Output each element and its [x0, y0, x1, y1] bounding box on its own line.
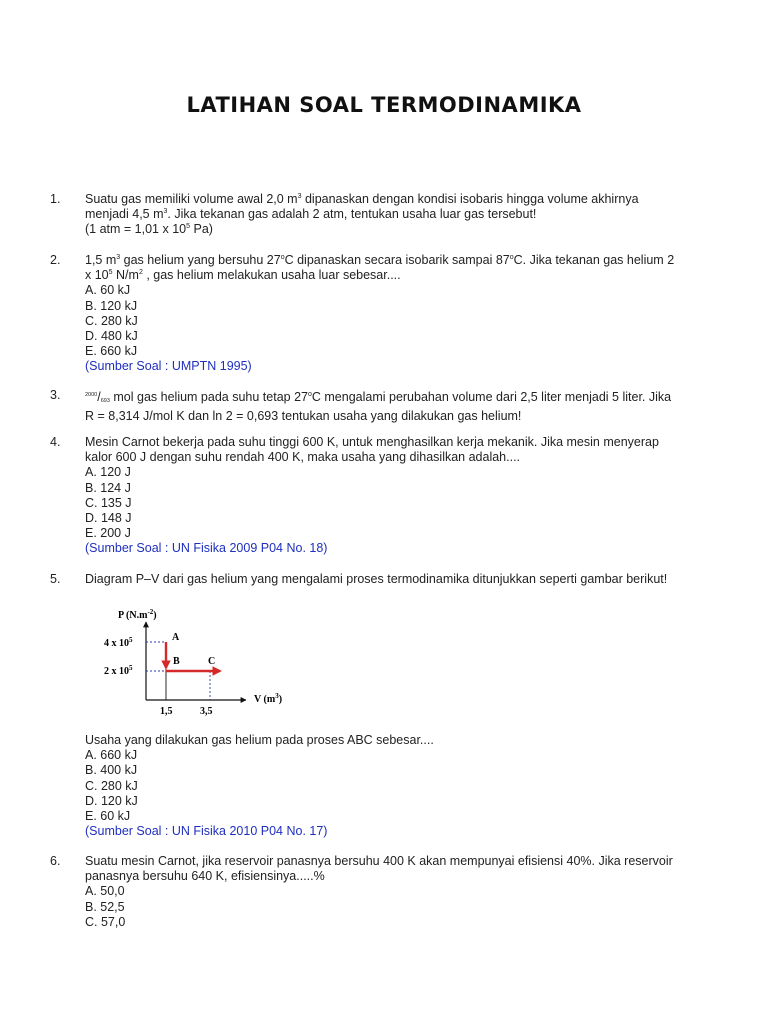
source-note: (Sumber Soal : UN Fisika 2010 P04 No. 17) — [85, 824, 328, 839]
question-6 — [50, 854, 690, 930]
question-line: Diagram P–V dari gas helium yang mengalami proses termodinamika ditunjukkan seperti gambar berikut! — [85, 572, 668, 586]
question-line: kalor 600 J dengan suhu rendah 400 K, maka usaha yang dihasilkan adalah.... — [85, 450, 521, 465]
point-label-a: A — [172, 632, 180, 643]
question-number: 6. — [50, 854, 61, 868]
answer-option: B. 52,5 — [85, 899, 125, 914]
question-text — [85, 388, 690, 424]
question-5-continued — [50, 733, 690, 839]
question-line: panasnya bersuhu 640 K, efisiensinya.....% — [85, 869, 325, 884]
answer-option: D. 148 J — [85, 511, 132, 526]
question-1 — [50, 192, 690, 238]
question-line: Mesin Carnot bekerja pada suhu tinggi 600 K, untuk menghasilkan kerja mekanik. Jika mesin menyerap — [85, 435, 659, 449]
answer-option: E. 200 J — [85, 526, 131, 541]
source-note: (Sumber Soal : UMPTN 1995) — [85, 359, 252, 374]
question-line: 1,5 $m^3$ gas helium yang bersuhu 27$^o$C dipanaskan secara isobarik sampai 87$^o$C. Jika tekanan gas helium 2 — [85, 253, 675, 267]
x-axis-label: V $(m^3)$ — [254, 692, 283, 705]
answer-option: A. 120 J — [85, 465, 131, 480]
question-text — [85, 733, 690, 839]
answer-option: C. 280 kJ — [85, 313, 138, 328]
question-line: menjadi 4,5 $m^3$. Jika tekanan gas adalah 2 atm, tentukan usaha luar gas tersebut! — [85, 207, 537, 222]
answer-option: D. 120 kJ — [85, 793, 138, 808]
question-text — [85, 435, 690, 557]
question-text — [85, 854, 690, 930]
question-3 — [50, 388, 690, 424]
answer-option: B. 124 J — [85, 480, 131, 495]
answer-option: C. 280 kJ — [85, 778, 138, 793]
question-number: 1. — [50, 192, 61, 206]
fraction-denominator: 693 — [100, 398, 110, 404]
question-line: $^{2000}$/693 mol gas helium pada suhu tetap 27$^o$C mengalami perubahan volume dari 2,5 liter menjadi 5 liter. Jika — [85, 390, 672, 404]
fraction-numerator: 2000 — [85, 392, 98, 398]
answer-option: A. 50,0 — [85, 884, 125, 899]
answer-option: D. 480 kJ — [85, 329, 138, 344]
answer-option: B. 400 kJ — [85, 763, 138, 778]
source-note: (Sumber Soal : UN Fisika 2009 P04 No. 18) — [85, 541, 328, 556]
question-line: Suatu mesin Carnot, jika reservoir panasnya bersuhu 400 K akan mempunyai efisiensi 40%. Jika reservoir — [85, 854, 673, 868]
question-number: 5. — [50, 572, 61, 586]
answer-option: A. 60 kJ — [85, 283, 131, 298]
question-number: 4. — [50, 435, 61, 449]
x-tick-label: 3,5 — [200, 706, 213, 717]
question-4 — [50, 435, 690, 557]
question-text — [85, 253, 690, 375]
question-line: x $10^5$ $N/m^2$ , gas helium melakukan usaha luar sebesar.... — [85, 268, 401, 283]
question-line: Usaha yang dilakukan gas helium pada proses ABC sebesar.... — [85, 733, 434, 747]
page-title: LATIHAN SOAL TERMODINAMIKA — [186, 93, 582, 117]
answer-option: C. 135 J — [85, 495, 132, 510]
point-label-b: B — [173, 656, 180, 667]
question-text — [85, 572, 690, 587]
question-2 — [50, 253, 690, 375]
point-label-c: C — [208, 656, 216, 667]
question-text — [85, 192, 690, 238]
question-line: R = 8,314 J/mol K dan ln 2 = 0,693 tentukan usaha yang dilakukan gas helium! — [85, 409, 522, 424]
x-tick-label: 1,5 — [160, 706, 173, 717]
answer-option: E. 660 kJ — [85, 344, 138, 359]
answer-option: B. 120 kJ — [85, 298, 138, 313]
answer-option: C. 57,0 — [85, 914, 126, 929]
question-number: 2. — [50, 253, 61, 267]
answer-option: E. 60 kJ — [85, 809, 131, 824]
y-tick-label: 4 x $10^5$ — [104, 636, 133, 649]
question-number: 3. — [50, 388, 61, 402]
question-5 — [50, 572, 690, 587]
y-axis-label: P $(N.m^{-2})$ — [118, 608, 157, 621]
question-line: (1 atm = 1,01 x $10^5$ Pa) — [85, 222, 213, 237]
pv-diagram — [100, 602, 300, 720]
answer-option: A. 660 kJ — [85, 748, 138, 763]
question-line: Suatu gas memiliki volume awal 2,0 $m^3$ dipanaskan dengan kondisi isobaris hingga volume akhirnya — [85, 192, 639, 206]
y-tick-label: 2 x $10^5$ — [104, 664, 133, 677]
